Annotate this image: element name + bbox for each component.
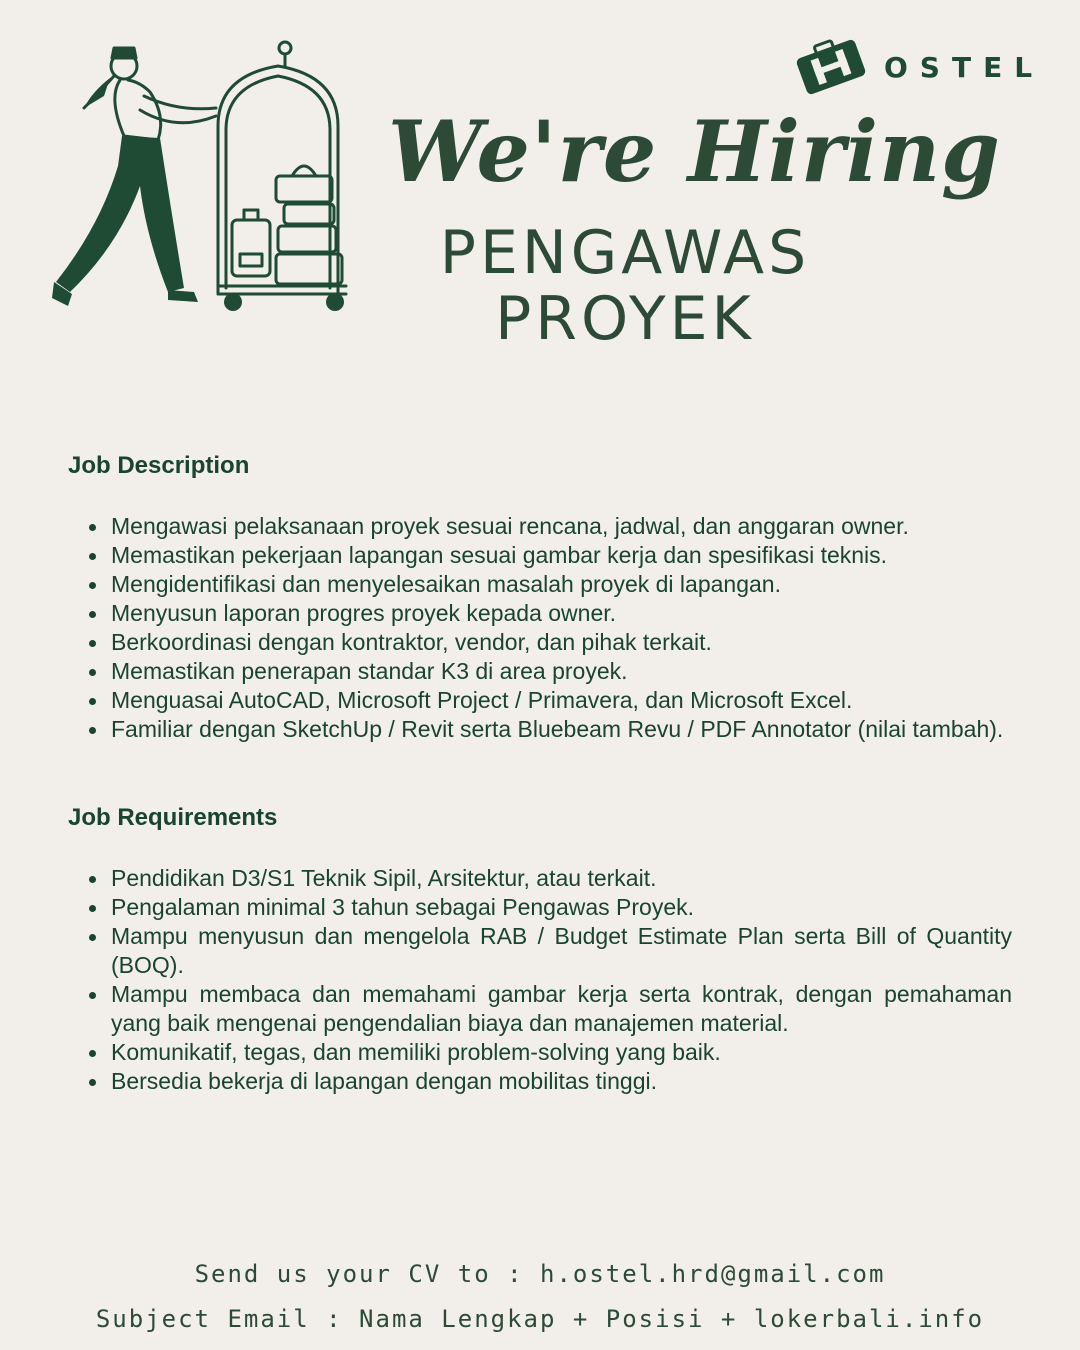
job-description-list <box>68 512 1012 744</box>
list-item: Memastikan penerapan standar K3 di area proyek. <box>111 657 1012 686</box>
list-item: Familiar dengan SketchUp / Revit serta Bluebeam Revu / PDF Annotator (nilai tambah). <box>111 715 1012 744</box>
list-item: Berkoordinasi dengan kontraktor, vendor, dan pihak terkait. <box>111 628 1012 657</box>
bellhop-luggage-cart-illustration <box>48 36 368 326</box>
job-description-heading: Job Description <box>68 452 250 479</box>
list-item: Komunikatif, tegas, dan memiliki problem-solving yang baik. <box>111 1038 1012 1067</box>
brand-logo <box>792 36 1044 98</box>
position-title-line1: PENGAWAS <box>439 218 811 288</box>
job-requirements-section <box>68 804 1012 1096</box>
brand-name: OSTEL <box>884 50 1045 84</box>
list-item: Mampu membaca dan memahami gambar kerja serta kontrak, dengan pemahaman yang baik mengenai pengendalian biaya dan manajemen material. <box>111 981 1012 1036</box>
list-item: Menguasai AutoCAD, Microsoft Project / Primavera, dan Microsoft Excel. <box>111 686 1012 715</box>
hiring-headline: We're Hiring <box>388 102 1001 201</box>
footer-cv-email: Send us your CV to : h.ostel.hrd@gmail.com <box>194 1260 886 1288</box>
list-item: Pendidikan D3/S1 Teknik Sipil, Arsitektur, atau terkait. <box>111 864 1012 893</box>
list-item: Mampu menyusun dan mengelola RAB / Budget Estimate Plan serta Bill of Quantity (BOQ). <box>111 923 1012 978</box>
position-title <box>430 220 820 352</box>
list-item: Mengidentifikasi dan menyelesaikan masalah proyek di lapangan. <box>111 570 1012 599</box>
job-description-section <box>68 452 1012 744</box>
list-item: Bersedia bekerja di lapangan dengan mobilitas tinggi. <box>111 1067 1012 1096</box>
job-requirements-heading: Job Requirements <box>68 804 278 831</box>
list-item: Memastikan pekerjaan lapangan sesuai gambar kerja dan spesifikasi teknis. <box>111 541 1012 570</box>
footer-subject-email: Subject Email : Nama Lengkap + Posisi + lokerbali.info <box>95 1305 985 1333</box>
h-suitcase-logo-icon <box>792 36 870 98</box>
list-item: Menyusun laporan progres proyek kepada owner. <box>111 599 1012 628</box>
list-item: Pengalaman minimal 3 tahun sebagai Pengawas Proyek. <box>111 893 1012 922</box>
job-requirements-list <box>68 864 1012 1096</box>
position-title-line2: PROYEK <box>495 284 755 354</box>
list-item: Mengawasi pelaksanaan proyek sesuai rencana, jadwal, dan anggaran owner. <box>111 512 1012 541</box>
